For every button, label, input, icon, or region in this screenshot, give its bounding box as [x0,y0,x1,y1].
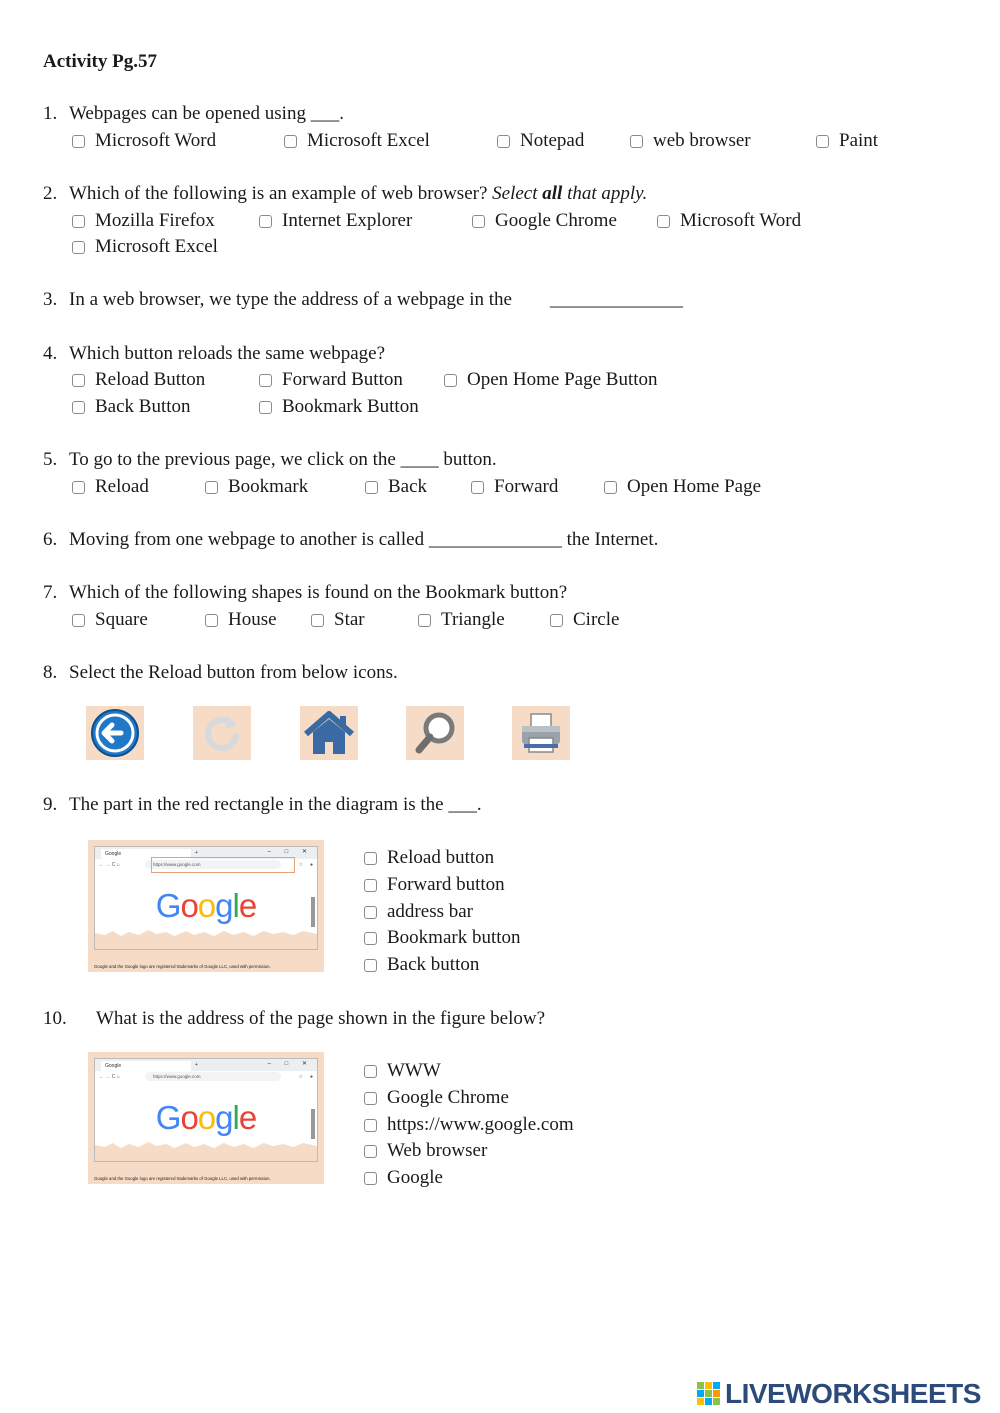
checkbox[interactable] [72,215,85,228]
reload-icon[interactable] [193,706,251,760]
q4-option[interactable]: Open Home Page Button [444,369,658,391]
checkbox[interactable] [72,241,85,254]
question-3-text: In a web browser, we type the address of a webpage in the [69,289,512,310]
q9-option[interactable]: Back button [364,954,479,976]
q9-option[interactable]: Reload button [364,847,494,869]
checkbox[interactable] [259,374,272,387]
checkbox[interactable] [284,135,297,148]
question-3-number: 3. [43,289,58,310]
window-controls: – □ ✕ [267,849,313,855]
checkbox[interactable] [364,932,377,945]
answer-blank[interactable]: ______________ [428,529,562,550]
checkbox[interactable] [364,959,377,972]
q5-option[interactable]: Back [365,476,427,498]
answer-blank[interactable]: ______________ [550,289,683,310]
checkbox[interactable] [364,852,377,865]
profile-icon: ● [309,862,313,868]
q10-option[interactable]: https://www.google.com [364,1114,574,1136]
q9-option[interactable]: Forward button [364,874,505,896]
page-title: Activity Pg.57 [43,51,157,72]
question-9-text: The part in the red rectangle in the diagram is the ___. [69,794,482,815]
torn-edge [95,1135,317,1161]
browser-tab-bar [95,1059,317,1071]
torn-edge [95,923,317,949]
q4-option[interactable]: Forward Button [259,369,403,391]
q7-option[interactable]: Square [72,609,148,631]
window-controls: – □ ✕ [267,1061,313,1067]
q9-option[interactable]: Bookmark button [364,927,521,949]
brand-text: LIVEWORKSHEETS [725,1378,981,1409]
checkbox[interactable] [497,135,510,148]
question-9-number: 9. [43,794,58,815]
q2-option[interactable]: Google Chrome [472,210,617,232]
question-5-text: To go to the previous page, we click on the ____ button. [69,449,497,470]
checkbox[interactable] [72,135,85,148]
address-bar: https://www.google.com [145,1072,281,1081]
question-5-number: 5. [43,449,58,470]
q7-option[interactable]: House [205,609,277,631]
checkbox[interactable] [364,1145,377,1158]
checkbox[interactable] [364,879,377,892]
question-2-number: 2. [43,183,58,204]
question-8-number: 8. [43,662,58,683]
q1-option[interactable]: Notepad [497,130,584,152]
question-10-text: What is the address of the page shown in the figure below? [96,1008,546,1029]
q5-option[interactable]: Forward [471,476,558,498]
q1-option[interactable]: Paint [816,130,878,152]
question-7-text: Which of the following shapes is found on the Bookmark button? [69,582,568,603]
q9-option[interactable]: address bar [364,901,473,923]
liveworksheets-logo [697,1378,981,1410]
google-logo: Google [155,887,257,924]
checkbox[interactable] [259,401,272,414]
checkbox[interactable] [205,614,218,627]
checkbox[interactable] [259,215,272,228]
checkbox[interactable] [311,614,324,627]
google-logo: Google [155,1099,257,1136]
checkbox[interactable] [72,614,85,627]
browser-tab: Google [101,849,191,859]
address-bar: https://www.google.com [145,860,281,869]
q1-option[interactable]: web browser [630,130,751,152]
q7-option[interactable]: Triangle [418,609,505,631]
question-1-text: Webpages can be opened using ___. [69,103,344,124]
checkbox[interactable] [365,481,378,494]
trademark-caption: Google and the Google logo are registered trademarks of Google LLC, used with permission. [94,964,271,969]
browser-nav-bar [95,1071,317,1083]
question-6-text: Moving from one webpage to another is called ______________ the Internet. [69,529,659,550]
browser-screenshot [88,1052,324,1184]
profile-icon: ● [309,1074,313,1080]
checkbox[interactable] [418,614,431,627]
checkbox[interactable] [72,481,85,494]
q7-option[interactable]: Circle [550,609,619,631]
question-6-number: 6. [43,529,58,550]
checkbox[interactable] [550,614,563,627]
checkbox[interactable] [471,481,484,494]
printer-icon[interactable] [512,706,570,760]
q10-option[interactable]: Web browser [364,1140,487,1162]
checkbox[interactable] [364,1092,377,1105]
checkbox[interactable] [604,481,617,494]
q2-option[interactable]: Internet Explorer [259,210,412,232]
checkbox[interactable] [364,906,377,919]
trademark-caption: Google and the Google logo are registered trademarks of Google LLC, used with permission. [94,1176,271,1181]
q10-option[interactable]: WWW [364,1060,441,1082]
liveworksheets-mark-icon [697,1382,723,1406]
q4-option[interactable]: Back Button [72,396,191,418]
q5-option[interactable]: Reload [72,476,149,498]
question-8-text: Select the Reload button from below icons. [69,662,398,683]
star-icon: ☆ [298,1074,303,1080]
highlight-rectangle [151,857,295,873]
star-icon: ☆ [298,862,303,868]
search-icon[interactable] [406,706,464,760]
checkbox[interactable] [364,1119,377,1132]
q1-option[interactable]: Microsoft Excel [284,130,430,152]
back-arrow-icon[interactable] [86,706,144,760]
checkbox[interactable] [472,215,485,228]
q4-option[interactable]: Bookmark Button [259,396,419,418]
home-icon[interactable] [300,706,358,760]
browser-tab: Google [101,1061,191,1071]
checkbox[interactable] [444,374,457,387]
question-2-text: Which of the following is an example of web browser? Select all that apply. [69,183,648,204]
q5-option[interactable]: Open Home Page [604,476,761,498]
question-10-number: 10. [43,1008,67,1029]
checkbox[interactable] [72,374,85,387]
nav-icons: ← → C ⌂ [99,862,120,868]
q2-option[interactable]: Microsoft Word [657,210,801,232]
q10-option[interactable]: Google Chrome [364,1087,509,1109]
question-4-text: Which button reloads the same webpage? [69,343,386,364]
checkbox[interactable] [364,1065,377,1078]
checkbox[interactable] [364,1172,377,1185]
checkbox[interactable] [72,401,85,414]
question-1-number: 1. [43,103,58,124]
checkbox[interactable] [205,481,218,494]
checkbox[interactable] [816,135,829,148]
q1-option[interactable]: Microsoft Word [72,130,216,152]
question-7-number: 7. [43,582,58,603]
q2-option[interactable]: Mozilla Firefox [72,210,215,232]
q4-option[interactable]: Reload Button [72,369,205,391]
browser-screenshot [88,840,324,972]
nav-icons: ← → C ⌂ [99,1074,120,1080]
q7-option[interactable]: Star [311,609,365,631]
q5-option[interactable]: Bookmark [205,476,308,498]
new-tab-icon: + [195,1062,198,1068]
new-tab-icon: + [195,850,198,856]
q10-option[interactable]: Google [364,1167,443,1189]
checkbox[interactable] [657,215,670,228]
checkbox[interactable] [630,135,643,148]
q2-option[interactable]: Microsoft Excel [72,236,218,258]
question-4-number: 4. [43,343,58,364]
